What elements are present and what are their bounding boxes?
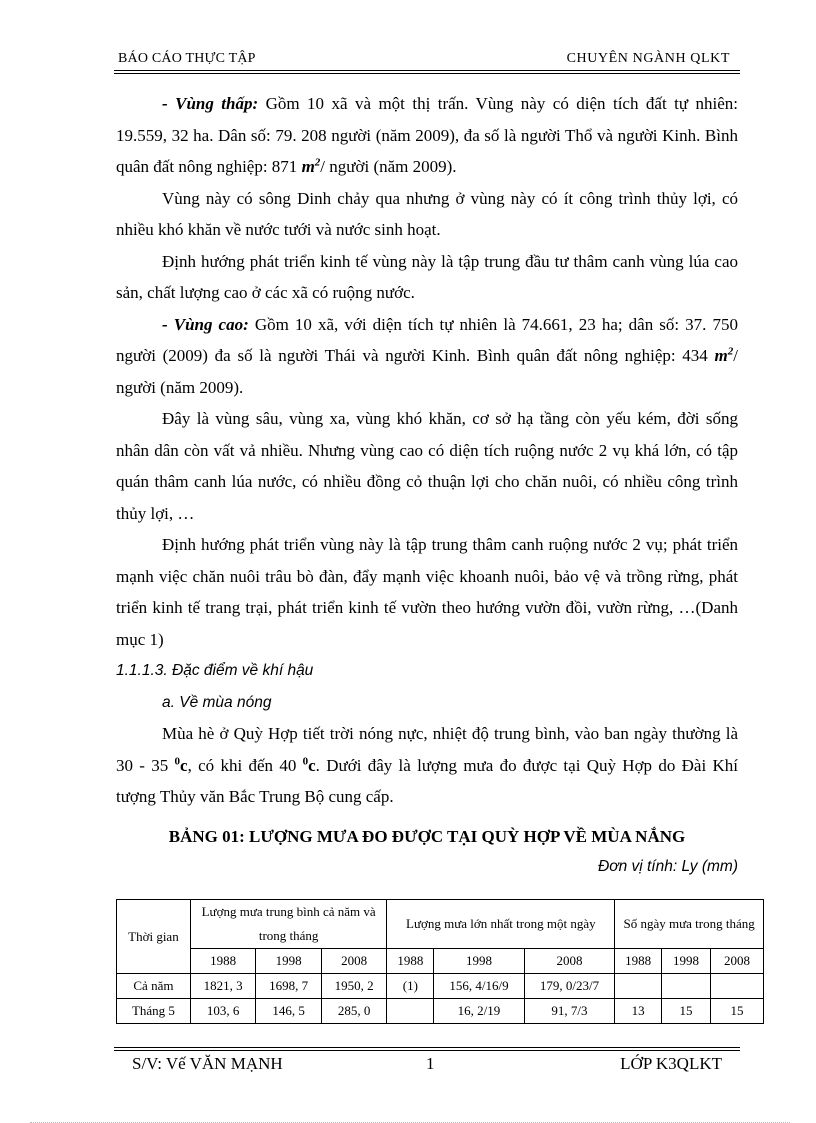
paragraph-highland: - Vùng cao: Gồm 10 xã, với diện tích tự nhiên là 74.661, 23 ha; dân số: 37. 750 người (2009) đa số là người Thái và người Kinh. Bình quân đất nông nghiệp: 434 $m^2/$ người (năm 2009).	[116, 314, 738, 397]
paragraph-river: Vùng này có sông Dinh chảy qua nhưng ở vùng này có ít công trình thủy lợi, có nhiều khó khăn về nước tưới và nước sinh hoạt.	[116, 188, 738, 239]
table-cell	[710, 974, 763, 999]
table-cell: 91, 7/3	[524, 999, 614, 1024]
page-footer	[132, 1054, 722, 1080]
header-right: CHUYÊN NGÀNH QLKT	[566, 51, 730, 66]
table-cell: 146, 5	[256, 999, 322, 1024]
year-cell: 1988	[615, 949, 662, 974]
row-label: Tháng 5	[117, 999, 191, 1024]
table-cell: 156, 4/16/9	[434, 974, 524, 999]
table-cell: 179, 0/23/7	[524, 974, 614, 999]
table-cell: 16, 2/19	[434, 999, 524, 1024]
table-cell	[662, 974, 711, 999]
table-cell: 1950, 2	[321, 974, 387, 999]
table-group-header: Lượng mưa trung bình cả năm và trong tháng	[190, 900, 387, 949]
table-header-row	[117, 900, 764, 949]
footer-rule-bottom	[114, 1050, 740, 1051]
area-unit: m	[301, 157, 315, 176]
year-cell: 1998	[434, 949, 524, 974]
footer-class: LỚP K3QLKT	[620, 1054, 722, 1073]
year-cell: 2008	[710, 949, 763, 974]
page-body	[116, 88, 738, 884]
table-header-time: Thời gian	[117, 900, 191, 974]
footer-page-number: 1	[426, 1054, 435, 1073]
table-cell: 103, 6	[190, 999, 256, 1024]
table-cell	[387, 999, 434, 1024]
paragraph-lowland: - Vùng thấp: Gồm 10 xã và một thị trấn. Vùng này có diện tích đất tự nhiên: 19.559, 32 ha. Dân số: 79. 208 người (năm 2009), đa số là người Thổ và người Kinh. Bình quân đất nông nghiệp: 871 $m^2/$ người (năm 2009).	[116, 94, 738, 176]
header-rule-top	[114, 70, 740, 71]
year-cell: 2008	[321, 949, 387, 974]
paragraph-hot-season: Mùa hè ở Quỳ Hợp tiết trời nóng nực, nhiệt độ trung bình, vào ban ngày thường là 30 - 35 $^0$c, có khi đến 40 $^0$c. Dưới đây là lượng mưa đo được tại Quỳ Hợp do Đài Khí tượng Thủy văn Bắc Trung Bộ cung cấp.	[116, 724, 738, 806]
table-row	[117, 999, 764, 1024]
table-unit: Đơn vị tính: Ly (mm)	[598, 858, 738, 875]
lowland-label: - Vùng thấp:	[162, 94, 259, 113]
year-cell: 2008	[524, 949, 614, 974]
table-cell: 1698, 7	[256, 974, 322, 999]
rainfall-table	[116, 899, 764, 1024]
table-year-row	[117, 949, 764, 974]
highland-label: - Vùng cao:	[162, 314, 249, 334]
table-cell: 13	[615, 999, 662, 1024]
table-cell	[615, 974, 662, 999]
row-label: Cả năm	[117, 974, 191, 999]
table-row	[117, 974, 764, 999]
table-caption: BẢNG 01: LƯỢNG MƯA ĐO ĐƯỢC TẠI QUỲ HỢP VỀ MÙA NẮNG	[168, 826, 686, 846]
header-left: BÁO CÁO THỰC TẬP	[118, 51, 256, 66]
table-cell: 15	[662, 999, 711, 1024]
footer-rule-top	[114, 1047, 740, 1048]
subsection-heading-hot-season: a. Về mùa nóng	[162, 693, 272, 711]
paragraph-lowland-direction: Định hướng phát triển kinh tế vùng này là tập trung đầu tư thâm canh vùng lúa cao sản, chất lượng cao ở các xã có ruộng nước.	[116, 251, 738, 302]
paragraph-highland-direction: Định hướng phát triển vùng này là tập trung thâm canh ruộng nước 2 vụ; phát triển mạnh việc chăn nuôi trâu bò đàn, đẩy mạnh việc khoanh nuôi, bảo vệ và trồng rừng, phát triển kinh tế trang trại, phát triển kinh tế vườn theo hướng vườn đồi, vườn rừng, …(Danh mục 1)	[116, 535, 738, 649]
rainfall-table-wrapper	[116, 899, 764, 1024]
table-cell: 285, 0	[321, 999, 387, 1024]
header-rule-bottom	[114, 73, 740, 74]
table-cell: 15	[710, 999, 763, 1024]
year-cell: 1988	[387, 949, 434, 974]
year-cell: 1998	[662, 949, 711, 974]
paragraph-highland-conditions: Đây là vùng sâu, vùng xa, vùng khó khăn, cơ sở hạ tầng còn yếu kém, đời sống nhân dân còn vất vả nhiều. Nhưng vùng cao có diện tích ruộng nước 2 vụ khá lớn, có tập quán thâm canh lúa nước, có nhiều đồng cỏ thuận lợi cho chăn nuôi, có nhiều công trình thủy lợi, …	[116, 409, 738, 523]
table-cell: (1)	[387, 974, 434, 999]
table-group-header: Lượng mưa lớn nhất trong một ngày	[387, 900, 615, 949]
year-cell: 1988	[190, 949, 256, 974]
page-header	[118, 46, 730, 70]
footer-student: S/V: Vế VĂN MẠNH	[132, 1054, 283, 1073]
area-unit: m	[714, 346, 728, 365]
year-cell: 1998	[256, 949, 322, 974]
table-group-header: Số ngày mưa trong tháng	[615, 900, 764, 949]
table-cell: 1821, 3	[190, 974, 256, 999]
section-heading-climate: 1.1.1.3. Đặc điểm về khí hậu	[116, 662, 314, 679]
